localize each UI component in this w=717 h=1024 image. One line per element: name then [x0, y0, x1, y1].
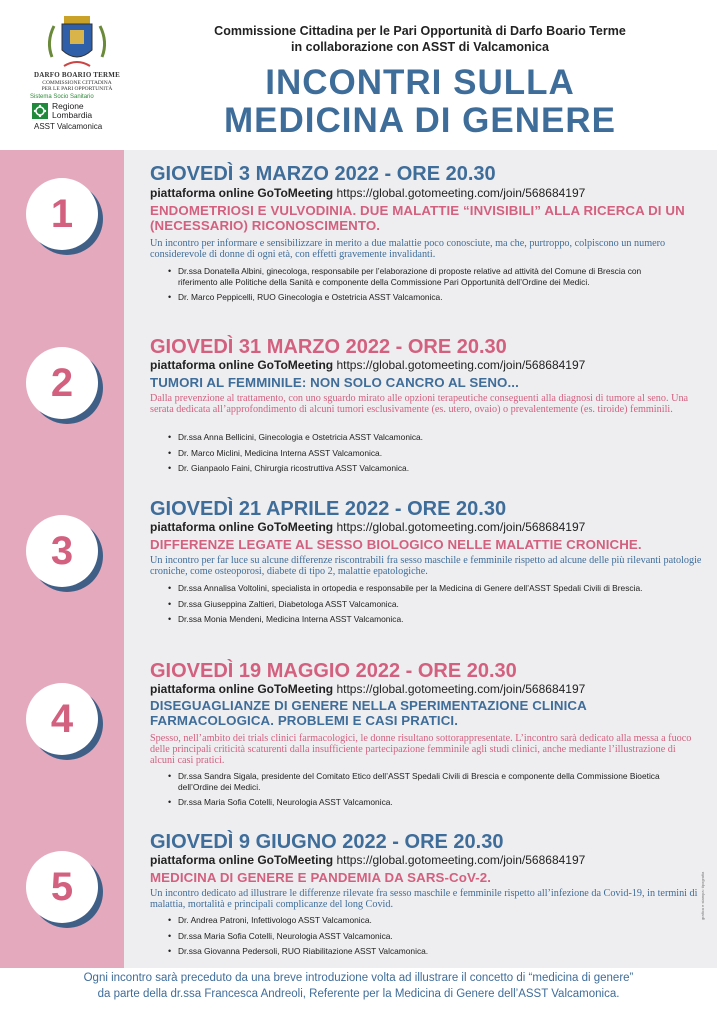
- darfo-logo-block: [22, 12, 132, 131]
- event-platform: piattaforma online GoToMeeting https://global.gotomeeting.com/join/568684197: [150, 682, 586, 696]
- footer-line1: Ogni incontro sarà preceduto da una breve introduzione volta ad illustrare il concetto di “medicina di genere”: [83, 972, 634, 984]
- footer-line2: da parte della dr.ssa Francesca Andreoli, Referente per la Medicina di Genere dell’ASST Valcamonica.: [97, 988, 620, 1000]
- event-topic: DISEGUAGLIANZE DI GENERE NELLA SPERIMENTAZIONE CLINICA FARMACOLOGICA. PROBLEMI E CASI PRATICI.: [150, 698, 587, 728]
- speaker-item: • Dr.ssa Anna Bellicini, Ginecologia e Ostetricia ASST Valcamonica.: [160, 432, 680, 443]
- speaker-list: [160, 915, 680, 962]
- city-crest-icon: [42, 12, 112, 72]
- event-date: GIOVEDÌ 9 GIUGNO 2022 - ORE 20.30: [150, 831, 504, 853]
- speaker-item: • Dr.ssa Giovanna Pedersoli, RUO Riabilitazione ASST Valcamonica.: [160, 946, 680, 957]
- org-line-1: Commissione Cittadina per le Pari Opportunità di Darfo Boario Terme: [214, 24, 626, 38]
- logo-asst: ASST Valcamonica: [34, 121, 103, 131]
- regione-line2: Lombardia: [52, 109, 93, 120]
- rosa-camuna-icon: [32, 103, 48, 119]
- speaker-item: • Dr. Marco Miclini, Medicina Interna ASST Valcamonica.: [160, 448, 680, 459]
- event-platform: piattaforma online GoToMeeting https://global.gotomeeting.com/join/568684197: [150, 853, 586, 867]
- speaker-item: • Dr.ssa Giuseppina Zaltieri, Diabetologa ASST Valcamonica.: [160, 599, 680, 610]
- event-date: GIOVEDÌ 31 MARZO 2022 - ORE 20.30: [150, 336, 507, 358]
- event-platform: piattaforma online GoToMeeting https://global.gotomeeting.com/join/568684197: [150, 358, 586, 372]
- speaker-item: • Dr.ssa Sandra Sigala, presidente del Comitato Etico dell’ASST Spedali Civili di Brescia e componente della Commissione Bioetica dell’Ordine dei Medici.: [160, 771, 680, 792]
- speaker-item: • Dr.ssa Maria Sofia Cotelli, Neurologia ASST Valcamonica.: [160, 797, 680, 808]
- print-credit: grafica e stampa: tipografia: [700, 871, 705, 920]
- speaker-item: • Dr. Gianpaolo Faini, Chirurgia ricostruttiva ASST Valcamonica.: [160, 463, 680, 474]
- page-title-line1: INCONTRI SULLA: [265, 63, 575, 102]
- event-topic: DIFFERENZE LEGATE AL SESSO BIOLOGICO NELLE MALATTIE CRONICHE.: [150, 537, 642, 552]
- event-topic: TUMORI AL FEMMINILE: NON SOLO CANCRO AL SENO...: [150, 375, 519, 390]
- event-number-badge: 3: [26, 515, 98, 587]
- event-platform: piattaforma online GoToMeeting https://global.gotomeeting.com/join/568684197: [150, 520, 586, 534]
- logo-sistema: Sistema Socio Sanitario: [30, 93, 94, 100]
- event-platform: piattaforma online GoToMeeting https://global.gotomeeting.com/join/568684197: [150, 186, 586, 200]
- event-topic: ENDOMETRIOSI E VULVODINIA. DUE MALATTIE “INVISIBILI” ALLA RICERCA DI UN (NECESSARIO) RICONOSCIMENTO.: [150, 203, 685, 233]
- event-date: GIOVEDÌ 3 MARZO 2022 - ORE 20.30: [150, 163, 496, 185]
- event-number-badge: 4: [26, 683, 98, 755]
- speaker-item: • Dr.ssa Maria Sofia Cotelli, Neurologia ASST Valcamonica.: [160, 931, 680, 942]
- regione-lombardia-logo: [22, 102, 132, 120]
- event-date: GIOVEDÌ 21 APRILE 2022 - ORE 20.30: [150, 498, 507, 520]
- speaker-list: [160, 583, 680, 630]
- speaker-list: [160, 266, 680, 308]
- event-date: GIOVEDÌ 19 MAGGIO 2022 - ORE 20.30: [150, 660, 517, 682]
- event-description: Un incontro dedicato ad illustrare le differenze rilevate fra sesso maschile e femminile rispetto all’infezione da Covid-19, in termini di malattia, mortalità e principali complicanze del long Covid.: [150, 888, 698, 911]
- page-title-line2: MEDICINA DI GENERE: [223, 101, 616, 140]
- event-number-badge: 2: [26, 347, 98, 419]
- meeting-link[interactable]: https://global.gotomeeting.com/join/568684197: [336, 520, 586, 534]
- logo-commission-line1: COMMISSIONE CITTADINA: [42, 79, 112, 86]
- event-topic: MEDICINA DI GENERE E PANDEMIA DA SARS-CoV-2.: [150, 870, 492, 885]
- meeting-link[interactable]: https://global.gotomeeting.com/join/568684197: [336, 358, 586, 372]
- logo-city: DARFO BOARIO TERME: [34, 71, 120, 79]
- footer-note: [0, 970, 717, 1002]
- event-description: Spesso, nell’ambito dei trials clinici farmacologici, le donne risultano sottorappresentate. L’incontro sarà dedicato alla messa a fuoco delle principali criticità scaturenti dalla insufficiente partecipazione femminile agli studi clinici, anche mediante l’illustrazione di alcuni casi pratici.: [150, 733, 692, 767]
- event-number-badge: 5: [26, 851, 98, 923]
- meeting-link[interactable]: https://global.gotomeeting.com/join/568684197: [336, 186, 586, 200]
- logo-commission-line2: PER LE PARI OPPORTUNITÀ: [41, 85, 113, 92]
- header: [0, 0, 717, 148]
- event-description: Dalla prevenzione al trattamento, con uno sguardo mirato alle opzioni terapeutiche conseguenti alla diagnosi di tumore al seno. Una serata dedicata all’approfondimento di alcuni tumori esclusivamente (es. utero, ovaio) o prevalentemente (es. tiroide) femminili.: [150, 393, 689, 416]
- event-number-badge: 1: [26, 178, 98, 250]
- speaker-item: • Dr. Marco Peppicelli, RUO Ginecologia e Ostetricia ASST Valcamonica.: [160, 292, 680, 303]
- speaker-list: [160, 432, 680, 479]
- event-description: Un incontro per far luce su alcune differenze riscontrabili fra sesso maschile e femminile rispetto ad alcune delle più rilevanti patologie croniche, come osteoporosi, diabete di tipo 2, malattie epatologiche.: [150, 555, 702, 578]
- speaker-item: • Dr.ssa Donatella Albini, ginecologa, responsabile per l’elaborazione di proposte relative ad attività del Comune di Brescia con riferimento alle Politiche della Sanità e componente della Commissione Pari Opportunità dell’Ordine dei Medici.: [160, 266, 680, 287]
- speaker-item: • Dr. Andrea Patroni, Infettivologo ASST Valcamonica.: [160, 915, 680, 926]
- speaker-list: [160, 771, 680, 813]
- speaker-item: • Dr.ssa Annalisa Voltolini, specialista in ortopedia e responsabile per la Medicina di Genere dell’ASST Spedali Civili di Brescia.: [160, 583, 680, 594]
- event-description: Un incontro per informare e sensibilizzare in merito a due malattie poco conosciute, ma che, purtroppo, colpiscono un numero considerevole di donne di ogni età, con effetti gravemente invalidanti.: [150, 238, 666, 261]
- speaker-item: • Dr.ssa Monia Mendeni, Medicina Interna ASST Valcamonica.: [160, 614, 680, 625]
- org-line-2: in collaborazione con ASST di Valcamonica: [291, 40, 549, 54]
- meeting-link[interactable]: https://global.gotomeeting.com/join/568684197: [336, 853, 586, 867]
- meeting-link[interactable]: https://global.gotomeeting.com/join/568684197: [336, 682, 586, 696]
- regione-line1: Regione: [52, 100, 84, 111]
